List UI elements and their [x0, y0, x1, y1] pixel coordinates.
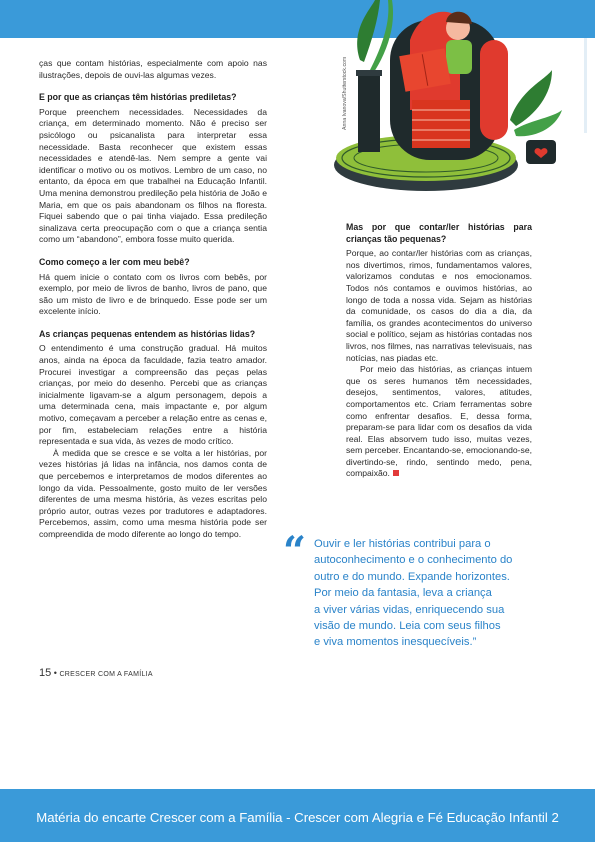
left-column	[39, 58, 267, 541]
section-heading-reading-with-baby: Como começo a ler com meu bebê?	[39, 256, 190, 267]
bottom-banner-text: Matéria do encarte Crescer com a Família - Crescer com Alegria e Fé Educação Infantil 2	[36, 810, 559, 825]
side-table	[358, 72, 380, 152]
pull-quote-line: outro e do mundo. Expande horizontes.	[314, 570, 510, 583]
pull-quote-line: e viva momentos inesquecíveis.”	[314, 636, 477, 649]
pull-quote-line: visão de mundo. Leia com seus filhos	[314, 620, 501, 633]
pull-quote	[314, 536, 544, 651]
quote-mark-icon: “	[283, 528, 307, 575]
section-paragraph: À medida que se cresce e se volta a ler histórias, por vezes histórias já lidas na infância, nos damos conta de que percebemos e interpretamos de modos diferentes ao longo da vida. Pessoalmente, gosto muito de ler versões diferentes de uma mesma história, às vezes escritas pelo próprio autor, outras vezes por tradutores e adaptadores. Percebemos, assim, como uma mesma história pode ser compreendida de modo diferente ao longo do tempo.	[39, 447, 267, 539]
intro-paragraph: ças que contam histórias, especialmente com apoio nas ilustrações, depois de ouvi-las algumas vezes.	[39, 58, 267, 80]
section-paragraph: O entendimento é uma construção gradual. Há muitos anos, ainda na época da faculdade, fazia teatro amador. Procurei investigar a compreensão das peças pelas crianças, por meio do desenho. Percebi que as crianças inicialmente ligavam-se a algum personagem, depois a uma determinada cena, mais impactante e, por algum motivo, começavam a perceber a relação entre as cenas e, por fim, estabeleciam relações entre a história representada e sua vida, às vezes de modo crítico.	[39, 343, 267, 447]
image-credit: Anna Ivanova/Shutterstock.com	[342, 56, 348, 130]
footer-bullet: •	[53, 668, 57, 678]
pull-quote-line: a viver várias vidas, enriquecendo sua	[314, 603, 505, 616]
section-paragraph: Há quem inicie o contato com os livros com bebês, por exemplo, por meio de livros de banho, livros de pano, que são um misto de livro e de brinquedo. Esse pode ser um excelente início.	[39, 271, 267, 317]
magazine-name: CRESCER COM A FAMÍLIA	[59, 671, 153, 678]
end-mark-icon	[393, 470, 399, 476]
pull-quote-line: Por meio da fantasia, leva a criança	[314, 587, 492, 600]
pull-quote-line: Ouvir e ler histórias contribui para o	[314, 538, 491, 550]
section-paragraph-last	[346, 364, 532, 480]
reading-chair-illustration	[330, 0, 595, 208]
section-heading-understanding: As crianças pequenas entendem as histórias lidas?	[39, 328, 256, 339]
section-heading-favorite-stories: E por que as crianças têm histórias prediletas?	[39, 92, 237, 103]
lamp-leaf	[357, 0, 380, 62]
armchair-arm	[480, 40, 508, 140]
section-paragraph: Porque, ao contar/ler histórias com as crianças, nos divertimos, rimos, fundamentamos valores, valorizamos condutas e nos emocionamos. Todos nós contamos e ouvimos histórias, ao longo de toda a nossa vida. Sejam as histórias da comunidade, os casos do dia a dia, da família, os grandes acontecimentos do universo social e político, sejam as histórias contadas nos livros, nos filmes, nas narrativas televisuais, nas notícias, nas piadas etc.	[346, 248, 532, 363]
section-paragraph: Porque preenchem necessidades. Necessidades da criança, em determinado momento. Não é preciso ser psicólogo ou psicanalista para interpretar essa necessidade. Basta reconhecer que existem essas necessidades e atendê-las. Nem sempre a gente vai identificar o motivo ou os motivos. Lembro de um caso, no entanto, da época em que trabalhei na Educação Infantil. Uma menina demonstrou predileção pela história de João e Maria, em que os pais abandonam os filhos na floresta. Fiquei sabendo que o pai tinha viajado. Essa predileção sinalizava certa preocupação com o que a criança sentia como um “abandono”, embora fosse muito querida.	[39, 106, 267, 245]
section-heading-why-read: Mas por que contar/ler histórias para crianças tão pequenas?	[346, 222, 532, 244]
striped-legs	[412, 100, 470, 148]
bottom-banner	[0, 789, 595, 842]
page-footer	[39, 667, 153, 679]
page-number: 15	[39, 667, 52, 679]
pull-quote-line: autoconhecimento e o conhecimento do	[314, 554, 513, 567]
right-column	[346, 222, 532, 480]
section-paragraph-text: Por meio das histórias, as crianças intuem que os seres humanos têm necessidades, desejos, sentimentos, valores, atitudes, comportamentos etc. Criam ferramentas sobre como enfrentar desafios. E, dessa forma, preparam-se para lidar com os desafios da vida real. Elas absorvem tudo isso, muitas vezes, sem perceber. Encantando-se, emocionando-se, divertindo-se, rindo, sentindo medo, pena, compaixão.	[346, 364, 532, 479]
child-body	[446, 40, 472, 74]
